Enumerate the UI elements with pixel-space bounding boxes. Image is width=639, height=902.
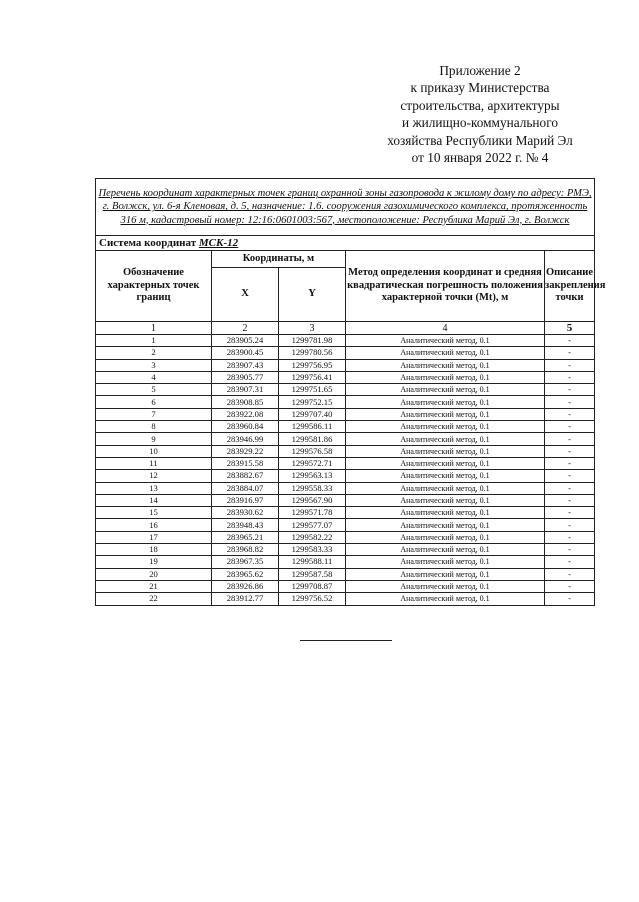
y-coordinate-cell: 1299571.78 [279,507,346,519]
y-coordinate-cell: 1299577.07 [279,519,346,531]
point-number-cell: 17 [96,531,212,543]
description-cell: - [545,371,595,383]
point-number-cell: 20 [96,568,212,580]
y-coordinate-cell: 1299780.56 [279,347,346,359]
x-coordinate-cell: 283922.08 [212,408,279,420]
table-row [96,384,595,396]
x-coordinate-cell: 283882.67 [212,470,279,482]
table-row [96,421,595,433]
y-coordinate-cell: 1299588.11 [279,556,346,568]
point-number-cell: 21 [96,580,212,592]
system-row [96,236,595,251]
table-row [96,580,595,592]
description-cell: - [545,593,595,605]
x-coordinate-cell: 283907.43 [212,359,279,371]
method-cell: Аналитический метод, 0.1 [346,371,545,383]
x-coordinate-cell: 283912.77 [212,593,279,605]
header-line: и жилищно-коммунального [402,115,558,131]
x-coordinate-cell: 283915.58 [212,457,279,469]
point-number-cell: 6 [96,396,212,408]
description-cell: - [545,482,595,494]
column-number-row [96,322,595,335]
header-line: к приказу Министерства [410,80,550,96]
column-number: 4 [346,322,545,335]
point-number-cell: 19 [96,556,212,568]
column-number: 3 [279,322,346,335]
header-y: Y [279,268,346,322]
method-cell: Аналитический метод, 0.1 [346,359,545,371]
table-row [96,482,595,494]
x-coordinate-cell: 283960.84 [212,421,279,433]
y-coordinate-cell: 1299583.33 [279,544,346,556]
header-line: строительства, архитектуры [400,97,560,113]
method-cell: Аналитический метод, 0.1 [346,544,545,556]
column-number: 2 [212,322,279,335]
description-cell: - [545,556,595,568]
x-coordinate-cell: 283916.97 [212,494,279,506]
header-points: Обозначение характерных точек границ [96,251,212,322]
table-row [96,593,595,605]
y-coordinate-cell: 1299756.95 [279,359,346,371]
x-coordinate-cell: 283929.22 [212,445,279,457]
x-coordinate-cell: 283907.31 [212,384,279,396]
point-number-cell: 3 [96,359,212,371]
method-cell: Аналитический метод, 0.1 [346,593,545,605]
method-cell: Аналитический метод, 0.1 [346,494,545,506]
document-header [360,62,600,166]
table-row [96,568,595,580]
x-coordinate-cell: 283900.45 [212,347,279,359]
x-coordinate-cell: 283908.85 [212,396,279,408]
header-x: X [212,268,279,322]
table-row [96,445,595,457]
header-line: хозяйства Республики Марий Эл [387,132,573,148]
table-row [96,408,595,420]
point-number-cell: 18 [96,544,212,556]
table-row [96,507,595,519]
description-cell: - [545,384,595,396]
method-cell: Аналитический метод, 0.1 [346,531,545,543]
coordinate-system [96,236,595,251]
description-cell: - [545,359,595,371]
table-row [96,556,595,568]
description-cell: - [545,445,595,457]
header-line: Приложение 2 [439,63,521,78]
coordinates-table [95,178,606,606]
coordinate-system-label: Система координат [99,237,199,249]
description-cell: - [545,507,595,519]
y-coordinate-cell: 1299587.58 [279,568,346,580]
point-number-cell: 14 [96,494,212,506]
y-coordinate-cell: 1299752.15 [279,396,346,408]
y-coordinate-cell: 1299708.87 [279,580,346,592]
header-description: Описание закрепления точки [545,251,595,322]
description-cell: - [545,470,595,482]
method-cell: Аналитический метод, 0.1 [346,519,545,531]
table-row [96,359,595,371]
description-cell: - [545,531,595,543]
method-cell: Аналитический метод, 0.1 [346,568,545,580]
point-number-cell: 5 [96,384,212,396]
y-coordinate-cell: 1299781.98 [279,335,346,347]
y-coordinate-cell: 1299586.11 [279,421,346,433]
method-cell: Аналитический метод, 0.1 [346,335,545,347]
method-cell: Аналитический метод, 0.1 [346,507,545,519]
column-number: 1 [96,322,212,335]
point-number-cell: 10 [96,445,212,457]
x-coordinate-cell: 283968.82 [212,544,279,556]
header-line: от 10 января 2022 г. № 4 [411,150,549,166]
method-cell: Аналитический метод, 0.1 [346,347,545,359]
table-row [96,335,595,347]
point-number-cell: 22 [96,593,212,605]
description-cell: - [545,408,595,420]
x-coordinate-cell: 283965.62 [212,568,279,580]
y-coordinate-cell: 1299707.40 [279,408,346,420]
table-row [96,494,595,506]
y-coordinate-cell: 1299582.22 [279,531,346,543]
x-coordinate-cell: 283926.86 [212,580,279,592]
table-row [96,544,595,556]
y-coordinate-cell: 1299563.13 [279,470,346,482]
header-coords: Координаты, м [212,251,346,268]
table-caption: Перечень координат характерных точек границ охранной зоны газопровода к жилому дому по адресу: РМЭ, г. Волжск, ул. 6-я Кленовая, д. 5, назначение: 1.6. сооружения газохимического комплекса, протяженность 316 м, кадастровый номер: 12:16:0601003:567, местоположение: Республика Марий Эл, г. Волжск [96,179,595,236]
x-coordinate-cell: 283930.62 [212,507,279,519]
description-cell: - [545,457,595,469]
point-number-cell: 2 [96,347,212,359]
table-row [96,433,595,445]
y-coordinate-cell: 1299576.58 [279,445,346,457]
description-cell: - [545,421,595,433]
table-row [96,470,595,482]
point-number-cell: 8 [96,421,212,433]
method-cell: Аналитический метод, 0.1 [346,421,545,433]
table-row [96,371,595,383]
point-number-cell: 11 [96,457,212,469]
point-number-cell: 13 [96,482,212,494]
x-coordinate-cell: 283905.24 [212,335,279,347]
caption-row [96,179,595,236]
description-cell: - [545,347,595,359]
x-coordinate-cell: 283905.77 [212,371,279,383]
point-number-cell: 7 [96,408,212,420]
table-row [96,457,595,469]
method-cell: Аналитический метод, 0.1 [346,433,545,445]
x-coordinate-cell: 283946.99 [212,433,279,445]
method-cell: Аналитический метод, 0.1 [346,457,545,469]
table-row [96,347,595,359]
x-coordinate-cell: 283948.43 [212,519,279,531]
table-row [96,531,595,543]
x-coordinate-cell: 283965.21 [212,531,279,543]
method-cell: Аналитический метод, 0.1 [346,470,545,482]
description-cell: - [545,580,595,592]
method-cell: Аналитический метод, 0.1 [346,396,545,408]
description-cell: - [545,335,595,347]
y-coordinate-cell: 1299751.65 [279,384,346,396]
x-coordinate-cell: 283884.07 [212,482,279,494]
method-cell: Аналитический метод, 0.1 [346,482,545,494]
method-cell: Аналитический метод, 0.1 [346,445,545,457]
table-row [96,519,595,531]
point-number-cell: 4 [96,371,212,383]
y-coordinate-cell: 1299756.41 [279,371,346,383]
header-row [96,251,595,268]
y-coordinate-cell: 1299567.90 [279,494,346,506]
y-coordinate-cell: 1299756.52 [279,593,346,605]
point-number-cell: 9 [96,433,212,445]
y-coordinate-cell: 1299558.33 [279,482,346,494]
header-method: Метод определения координат и средняя квадратическая погрешность положения характерной точки (Mt), м [346,251,545,322]
method-cell: Аналитический метод, 0.1 [346,408,545,420]
column-number: 5 [545,322,595,335]
signature-line [300,640,392,641]
method-cell: Аналитический метод, 0.1 [346,580,545,592]
description-cell: - [545,433,595,445]
point-number-cell: 1 [96,335,212,347]
x-coordinate-cell: 283967.35 [212,556,279,568]
description-cell: - [545,396,595,408]
coordinate-system-code: МСК-12 [198,237,239,249]
y-coordinate-cell: 1299572.71 [279,457,346,469]
table-row [96,396,595,408]
method-cell: Аналитический метод, 0.1 [346,556,545,568]
method-cell: Аналитический метод, 0.1 [346,384,545,396]
description-cell: - [545,519,595,531]
point-number-cell: 16 [96,519,212,531]
description-cell: - [545,568,595,580]
point-number-cell: 12 [96,470,212,482]
description-cell: - [545,494,595,506]
description-cell: - [545,544,595,556]
y-coordinate-cell: 1299581.86 [279,433,346,445]
point-number-cell: 15 [96,507,212,519]
